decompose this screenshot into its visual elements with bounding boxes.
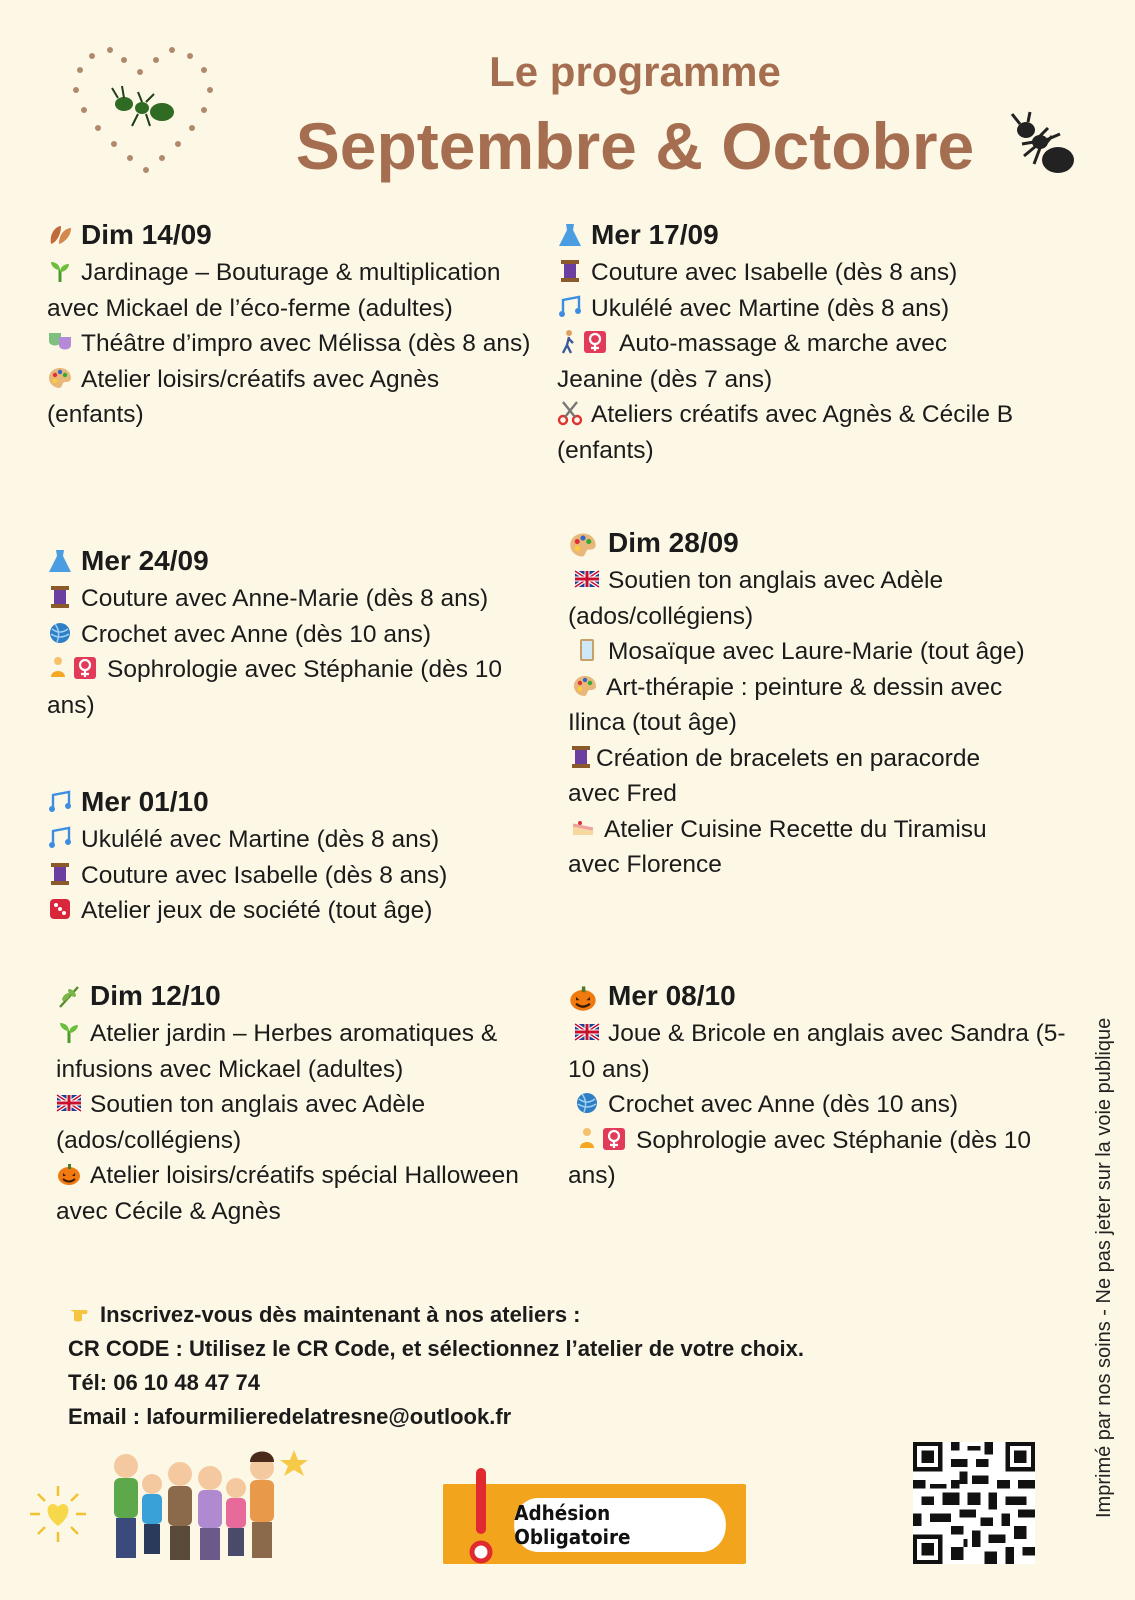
pumpkin-icon: [568, 983, 602, 1009]
pointing-hand-icon: [68, 1300, 98, 1326]
session-block: [47, 541, 542, 723]
seedling-icon: [47, 258, 75, 284]
thread-icon: [557, 258, 585, 284]
herb-icon: [56, 983, 84, 1009]
pumpkin-icon: [56, 1161, 84, 1187]
meditation-icon: [47, 655, 101, 681]
session-item: Sophrologie avec Stéphanie (dès 10 ans): [568, 1126, 1032, 1189]
session-date: Mer 01/10: [47, 782, 542, 822]
session-date: Dim 28/09: [568, 523, 1038, 563]
dress-icon: [557, 222, 585, 248]
uk-flag-icon: [56, 1090, 84, 1116]
session-date: Dim 14/09: [47, 215, 537, 255]
qr-code[interactable]: [913, 1442, 1035, 1564]
print-notice: Imprimé par nos soins - Ne pas jeter sur la voie publique: [1093, 1017, 1115, 1518]
session-item: Couture avec Anne-Marie (dès 8 ans): [47, 581, 542, 617]
session-item: Atelier loisirs/créatifs avec Agnès (enfants): [47, 365, 440, 428]
uk-flag-icon: [574, 566, 602, 592]
exclamation-icon: [461, 1468, 501, 1568]
meditation-icon: [576, 1126, 630, 1152]
palette-icon: [47, 365, 75, 391]
session-date: Mer 08/10: [568, 976, 1068, 1016]
session-item: Soutien ton anglais avec Adèle (ados/collégiens): [568, 567, 944, 630]
session-item: Atelier jeux de société (tout âge): [47, 893, 542, 929]
session-item: Couture avec Isabelle (dès 8 ans): [557, 255, 1037, 291]
adhesion-label: Adhésion Obligatoire: [514, 1498, 726, 1552]
signup-line: Inscrivez-vous dès maintenant à nos ateliers :: [68, 1298, 804, 1332]
session-date: Mer 24/09: [47, 541, 542, 581]
email-address[interactable]: Email : lafourmilieredelatresne@outlook.fr: [68, 1404, 512, 1429]
session-block: [557, 215, 1037, 468]
sun-heart-icon: [28, 1484, 88, 1544]
session-block: [47, 782, 542, 929]
music-notes-icon: [47, 825, 75, 851]
session-item: Crochet avec Anne (dès 10 ans): [47, 617, 542, 653]
program-title: Septembre & Octobre: [295, 109, 975, 183]
session-item: Création de bracelets en paracorde avec Fred: [568, 744, 981, 807]
dice-icon: [47, 896, 75, 922]
session-item: Théâtre d’impro avec Mélissa (dès 8 ans): [47, 326, 537, 362]
scissors-icon: [557, 400, 585, 426]
thread-icon: [47, 584, 75, 610]
session-block: [568, 976, 1068, 1194]
session-item: Jardinage – Bouturage & multiplication avec Mickael de l’éco-ferme (adultes): [47, 259, 501, 322]
session-item: Sophrologie avec Stéphanie (dès 10 ans): [47, 656, 503, 719]
phone-number[interactable]: Tél: 06 10 48 47 74: [68, 1370, 261, 1395]
qr-instruction: CR CODE : Utilisez le CR Code, et sélectionnez l’atelier de votre choix.: [68, 1336, 804, 1361]
palette-icon: [568, 530, 602, 556]
program-subtitle: Le programme: [489, 48, 781, 95]
yarn-icon: [574, 1090, 602, 1116]
session-item: Joue & Bricole en anglais avec Sandra (5-10 ans): [568, 1020, 1066, 1083]
mirror-icon: [574, 637, 602, 663]
session-item: Couture avec Isabelle (dès 8 ans): [47, 858, 542, 894]
session-item: Ukulélé avec Martine (dès 8 ans): [557, 291, 1037, 327]
music-notes-icon: [557, 294, 585, 320]
session-item: Ateliers créatifs avec Agnès & Cécile B (enfants): [557, 401, 1014, 464]
session-item: Atelier Cuisine Recette du Tiramisu avec Florence: [568, 815, 987, 878]
walking-woman-icon: [557, 329, 613, 355]
uk-flag-icon: [574, 1019, 602, 1045]
dress-icon: [47, 548, 75, 574]
leaves-icon: [47, 222, 75, 248]
session-item: Soutien ton anglais avec Adèle (ados/collégiens): [56, 1091, 426, 1154]
signup-info: [68, 1298, 804, 1434]
palette-icon: [572, 673, 600, 699]
adhesion-banner: [443, 1484, 746, 1564]
session-item: Mosaïque avec Laure-Marie (tout âge): [568, 634, 1038, 670]
session-item: Crochet avec Anne (dès 10 ans): [568, 1087, 1068, 1123]
session-item: Art-thérapie : peinture & dessin avec Ilinca (tout âge): [568, 673, 1003, 736]
seedling-icon: [56, 1019, 84, 1045]
family-illustration: [110, 1448, 320, 1568]
music-notes-icon: [47, 789, 75, 815]
session-item: Atelier loisirs/créatifs spécial Halloween avec Cécile & Agnès: [56, 1162, 519, 1225]
thread-icon: [568, 744, 596, 770]
theater-masks-icon: [47, 329, 75, 355]
ant-icon: [1008, 110, 1078, 180]
session-date: Mer 17/09: [557, 215, 1037, 255]
yarn-icon: [47, 620, 75, 646]
session-date: Dim 12/10: [56, 976, 526, 1016]
session-block: [56, 976, 526, 1229]
session-block: [568, 523, 1038, 883]
session-block: [47, 215, 537, 433]
session-item: Ukulélé avec Martine (dès 8 ans): [47, 822, 542, 858]
session-item: Atelier jardin – Herbes aromatiques & infusions avec Mickael (adultes): [56, 1020, 498, 1083]
session-item: Auto-massage & marche avec Jeanine (dès 7 ans): [557, 330, 948, 393]
cake-icon: [570, 815, 598, 841]
thread-icon: [47, 861, 75, 887]
